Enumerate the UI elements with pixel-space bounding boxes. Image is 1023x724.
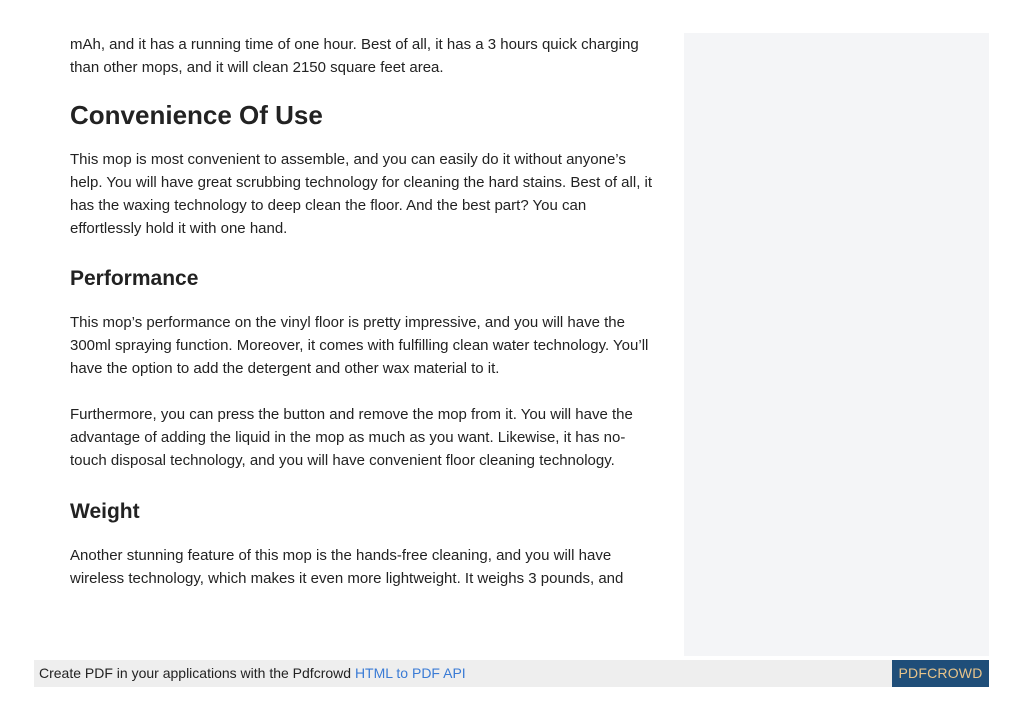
paragraph-performance-1: This mop’s performance on the vinyl floor is pretty impressive, and you will have the 300ml spraying function. Moreover, it comes with fulfilling clean water technology. You’ll have the option to add the detergent and other wax material to it.	[70, 314, 649, 377]
footer-label: Create PDF in your applications with the Pdfcrowd	[39, 665, 352, 681]
heading-convenience-of-use: Convenience Of Use	[70, 100, 323, 130]
html-to-pdf-api-link[interactable]: HTML to PDF API	[354, 665, 466, 681]
paragraph-intro-continued: mAh, and it has a running time of one hour. Best of all, it has a 3 hours quick charging than other mops, and it will clean 2150 square feet area.	[70, 36, 639, 76]
paragraph-performance-2: Furthermore, you can press the button and remove the mop from it. You will have the advantage of adding the liquid in the mop as much as you want. Likewise, it has no-touch disposal technology, and you will have convenient floor cleaning technology.	[70, 406, 633, 469]
pdfcrowd-brand-button[interactable]: PDFCROWD	[892, 660, 989, 687]
article-content	[70, 33, 660, 590]
sidebar-panel	[684, 33, 989, 656]
heading-performance: Performance	[70, 267, 199, 290]
paragraph-weight: Another stunning feature of this mop is the hands-free cleaning, and you will have wireless technology, which makes it even more lightweight. It weighs 3 pounds, and	[70, 547, 624, 587]
pdf-footer-bar	[34, 660, 989, 687]
footer-text	[39, 665, 466, 682]
heading-weight: Weight	[70, 500, 140, 523]
paragraph-convenience: This mop is most convenient to assemble, and you can easily do it without anyone’s help. You will have great scrubbing technology for cleaning the hard stains. Best of all, it has the waxing technology to deep clean the floor. And the best part? You can effortlessly hold it with one hand.	[70, 151, 653, 237]
